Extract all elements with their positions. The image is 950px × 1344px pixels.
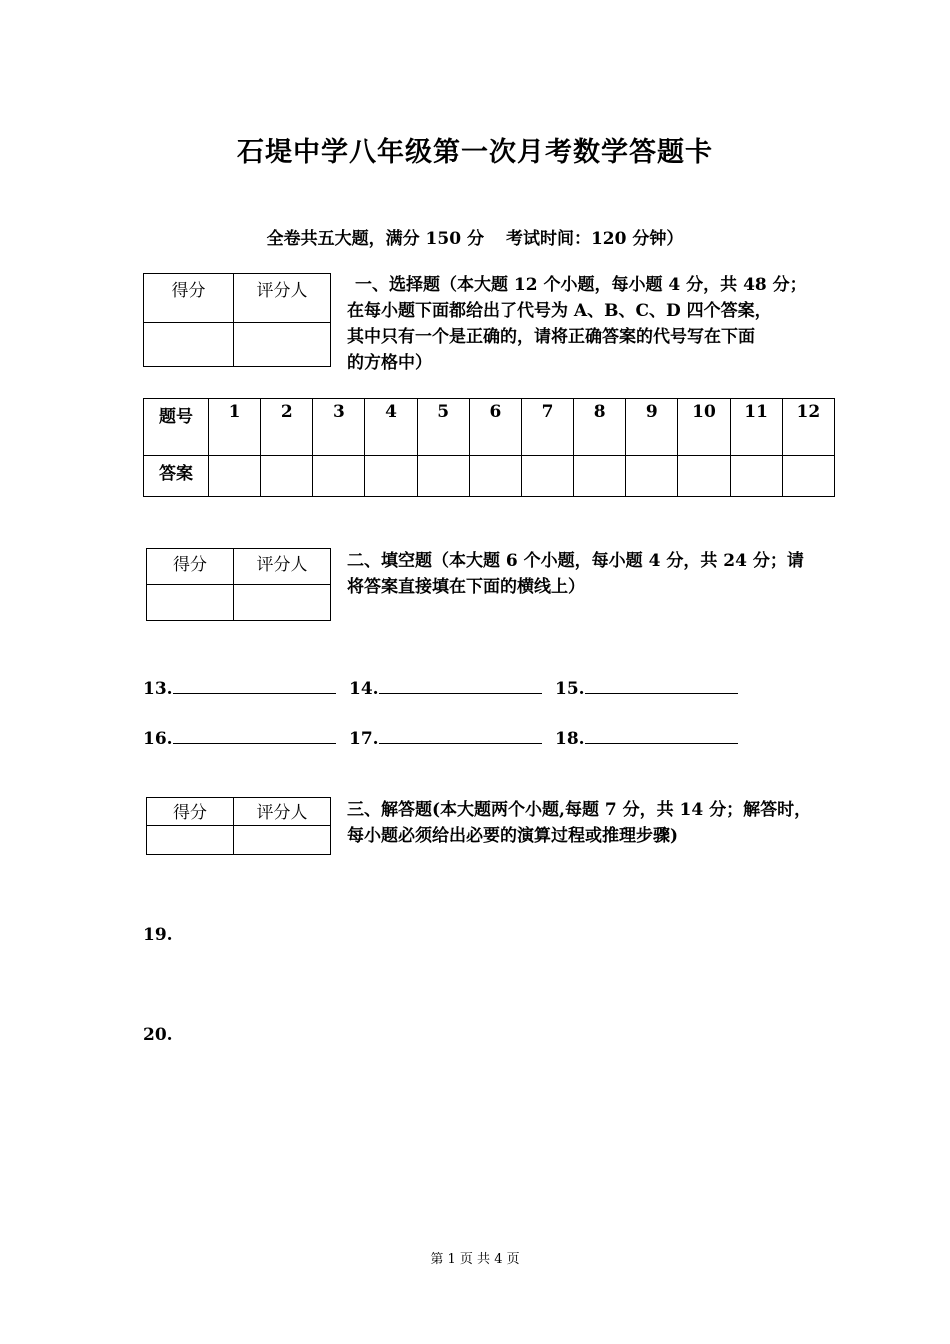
- row-label-answer: 答案: [144, 456, 209, 497]
- answer-cell[interactable]: [417, 456, 469, 497]
- question-number-cell: 1: [209, 399, 261, 456]
- grader-label: 评分人: [234, 798, 331, 826]
- score-cell[interactable]: [147, 826, 234, 855]
- blank-16[interactable]: [143, 726, 336, 749]
- question-20: 20.: [143, 1025, 173, 1045]
- score-cell[interactable]: [147, 585, 234, 621]
- answer-cell[interactable]: [574, 456, 626, 497]
- question-number-cell: 3: [313, 399, 365, 456]
- blank-14[interactable]: [349, 676, 542, 699]
- answer-cell[interactable]: [365, 456, 417, 497]
- section1-line: 的方格中）: [347, 353, 432, 373]
- answer-cell[interactable]: [730, 456, 782, 497]
- answer-grid: [143, 398, 835, 497]
- answer-cell[interactable]: [469, 456, 521, 497]
- score-label: 得分: [147, 549, 234, 585]
- exam-info-score: 全卷共五大题，满分 150 分: [266, 229, 484, 249]
- score-box-section2: [146, 548, 331, 621]
- question-number-cell: 5: [417, 399, 469, 456]
- exam-info-time: 考试时间：120 分钟）: [505, 229, 684, 249]
- blank-17[interactable]: [349, 726, 542, 749]
- section3-line: 三、解答题(本大题两个小题,每题 7 分，共 14 分；解答时，: [347, 800, 812, 820]
- grader-cell[interactable]: [234, 826, 331, 855]
- question-number-cell: 4: [365, 399, 417, 456]
- section2-instructions: [347, 548, 827, 600]
- blank-label: 16.: [143, 729, 173, 749]
- answer-cell[interactable]: [261, 456, 313, 497]
- blank-label: 14.: [349, 679, 379, 699]
- answer-cell[interactable]: [626, 456, 678, 497]
- answer-cell[interactable]: [678, 456, 730, 497]
- question-number-cell: 2: [261, 399, 313, 456]
- grader-label: 评分人: [234, 274, 331, 323]
- blank-line[interactable]: [379, 676, 542, 694]
- blank-15[interactable]: [555, 676, 738, 699]
- blank-line[interactable]: [585, 726, 738, 744]
- blank-13[interactable]: [143, 676, 336, 699]
- score-label: 得分: [144, 274, 234, 323]
- blank-line[interactable]: [173, 676, 336, 694]
- question-number-cell: 9: [626, 399, 678, 456]
- score-box-section3: [146, 797, 331, 855]
- grader-cell[interactable]: [234, 323, 331, 367]
- question-number-row: [144, 399, 835, 456]
- grader-label: 评分人: [234, 549, 331, 585]
- blank-line[interactable]: [585, 676, 738, 694]
- blank-line[interactable]: [173, 726, 336, 744]
- page-title: 石堤中学八年级第一次月考数学答题卡: [237, 137, 713, 168]
- question-number-cell: 6: [469, 399, 521, 456]
- blank-label: 18.: [555, 729, 585, 749]
- blank-18[interactable]: [555, 726, 738, 749]
- question-19: 19.: [143, 925, 173, 945]
- row-label-question: 题号: [144, 399, 209, 456]
- answer-cell[interactable]: [209, 456, 261, 497]
- section2-line: 将答案直接填在下面的横线上）: [347, 577, 585, 597]
- answer-cell[interactable]: [521, 456, 573, 497]
- question-number-cell: 10: [678, 399, 730, 456]
- question-number-cell: 12: [782, 399, 834, 456]
- answer-row: [144, 456, 835, 497]
- section1-line: 在每小题下面都给出了代号为 A、B、C、D 四个答案，: [347, 301, 772, 321]
- grader-cell[interactable]: [234, 585, 331, 621]
- blank-line[interactable]: [379, 726, 542, 744]
- blank-label: 13.: [143, 679, 173, 699]
- section1-line: 一、选择题（本大题 12 个小题，每小题 4 分，共 48 分；: [355, 275, 807, 295]
- section1-line: 其中只有一个是正确的，请将正确答案的代号写在下面: [347, 327, 755, 347]
- question-number-cell: 8: [574, 399, 626, 456]
- question-number-cell: 11: [730, 399, 782, 456]
- section2-line: 二、填空题（本大题 6 个小题，每小题 4 分，共 24 分；请: [347, 551, 804, 571]
- score-box-section1: [143, 273, 331, 367]
- blank-label: 15.: [555, 679, 585, 699]
- score-label: 得分: [147, 798, 234, 826]
- blank-label: 17.: [349, 729, 379, 749]
- answer-cell[interactable]: [313, 456, 365, 497]
- score-cell[interactable]: [144, 323, 234, 367]
- section3-instructions: [347, 797, 837, 849]
- question-number-cell: 7: [521, 399, 573, 456]
- page-footer: 第 1 页 共 4 页: [430, 1252, 520, 1267]
- answer-cell[interactable]: [782, 456, 834, 497]
- exam-info: [0, 224, 950, 249]
- section1-instructions: [347, 272, 827, 376]
- section3-line: 每小题必须给出必要的演算过程或推理步骤): [347, 826, 679, 846]
